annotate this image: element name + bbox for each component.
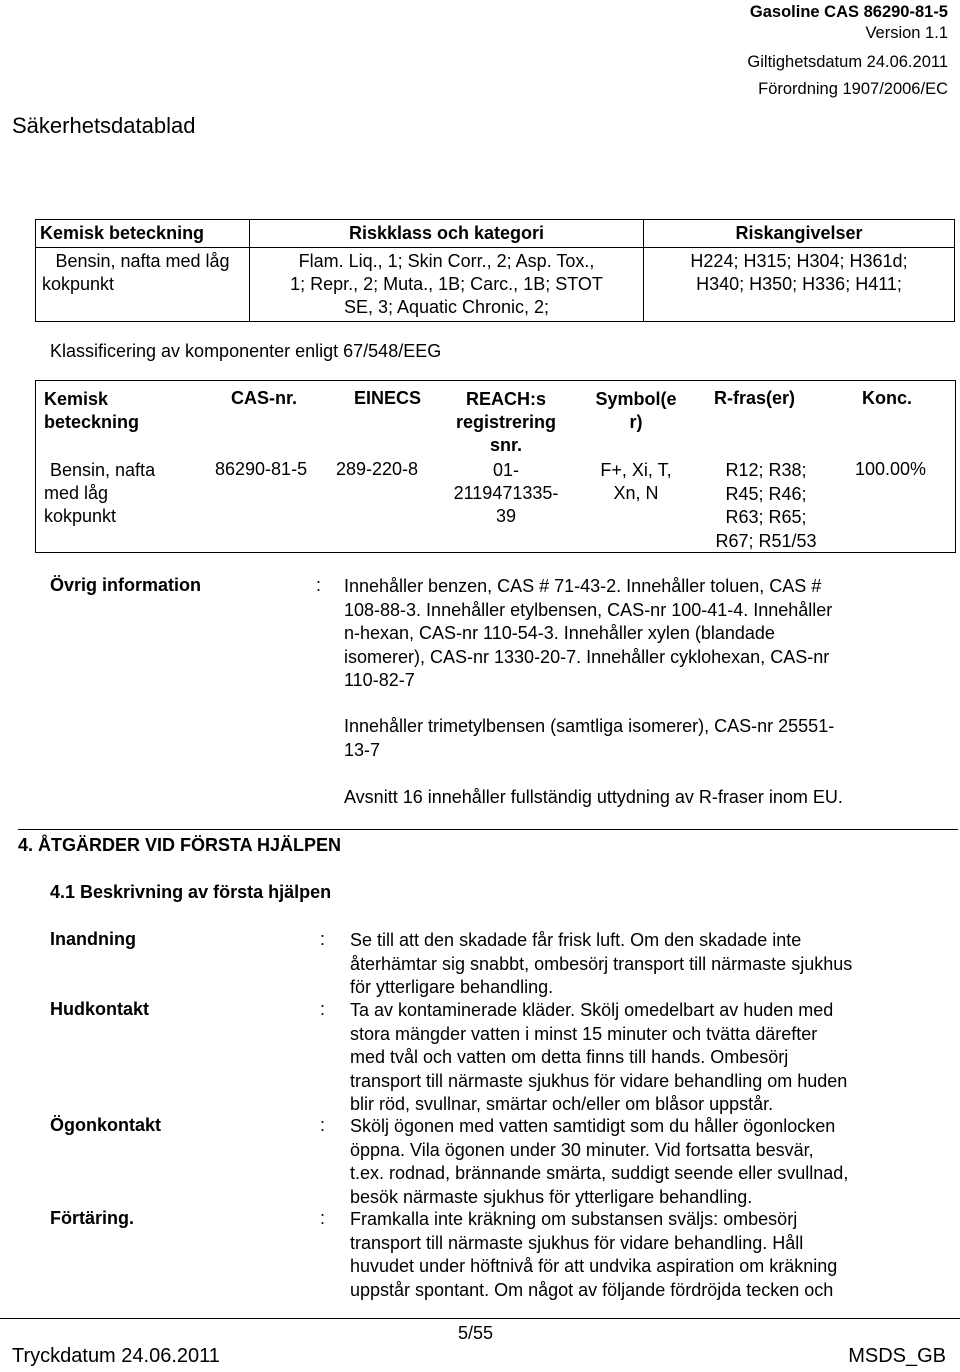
header-line: beteckning (44, 412, 140, 432)
page-number: 5/55 (458, 1323, 494, 1343)
text-line: 108-88-3. Innehåller etylbensen, CAS-nr 100-41-4. Innehåller (344, 599, 833, 620)
col-rphrases: R-fras(er) (714, 388, 796, 408)
inhalation-text (350, 929, 852, 1000)
text-line: Ta av kontaminerade kläder. Skölj omedelbart av huden med (350, 1000, 834, 1020)
ingestion-label: Förtäring. (50, 1208, 134, 1228)
text-line: Innehåller trimetylbensen (samtliga isomerer), CAS-nr 25551- (344, 716, 835, 736)
cell-hazard-class (250, 248, 644, 322)
section-4-1-subtitle: 4.1 Beskrivning av första hjälpen (50, 882, 332, 902)
regulation-label: Förordning 1907/2006/EC (758, 80, 948, 98)
text-line: återhämtar sig snabbt, ombesörj transport till närmaste sjukhus (350, 953, 853, 974)
col-symbol (586, 388, 686, 434)
other-info-paragraph-2 (344, 715, 834, 762)
cell-line: Bensin, nafta (50, 460, 156, 480)
text-line: isomerer), CAS-nr 1330-20-7. Innehåller cyklohexan, CAS-nr (344, 646, 830, 667)
row-chemical-name (44, 459, 155, 528)
header-hazard-statements: Riskangivelser (644, 220, 955, 248)
text-line: blir röd, svullnar, smärtar och/eller om blåsor uppstår. (350, 1094, 774, 1114)
other-info-paragraph-1 (344, 575, 832, 693)
cell-line: 01- (492, 460, 519, 480)
text-line: 110-82-7 (344, 670, 415, 690)
text-line: stora mängder vatten i minst 15 minuter och tvätta därefter (350, 1023, 818, 1044)
row-symbol (586, 459, 686, 505)
text-line: besök närmaste sjukhus för ytterligare behandling. (350, 1186, 753, 1207)
row-cas: 86290-81-5 (215, 459, 308, 479)
inhalation-label: Inandning (50, 929, 136, 949)
inhalation-colon: : (320, 929, 326, 949)
text-line: för ytterligare behandling. (350, 977, 554, 997)
col-cas: CAS-nr. (231, 388, 298, 408)
document-code: MSDS_GB (848, 1345, 946, 1367)
cell-chemical-name (36, 248, 250, 322)
skin-contact-label: Hudkontakt (50, 999, 149, 1019)
header-line: REACH:s (465, 389, 546, 409)
text-line: öppna. Vila ögonen under 30 minuter. Vid fortsatta besvär, (350, 1139, 814, 1160)
other-info-label: Övrig information (50, 575, 202, 595)
cell-line: H340; H350; H336; H411; (696, 274, 902, 294)
cell-line: R67; R51/53 (715, 530, 817, 551)
cell-line: F+, Xi, T, (600, 460, 672, 480)
components-table (35, 380, 956, 553)
cell-line: 1; Repr., 2; Muta., 1B; Carc., 1B; STOT (290, 274, 603, 294)
text-line: n-hexan, CAS-nr 110-54-3. Innehåller xylen (blandade (344, 623, 775, 643)
text-line: uppstår spontant. Om något av följande fördröjda tecken och (350, 1279, 834, 1300)
other-info-colon: : (316, 575, 322, 595)
cell-line: 39 (495, 506, 517, 526)
cell-line: kokpunkt (42, 274, 115, 294)
row-reach (436, 459, 576, 528)
cell-line: Xn, N (613, 483, 659, 503)
text-line: transport till närmaste sjukhus för vidare behandling. Håll (350, 1232, 804, 1253)
header-line: snr. (489, 435, 523, 455)
product-title: Gasoline CAS 86290-81-5 (749, 3, 948, 21)
row-concentration: 100.00% (855, 459, 927, 479)
text-line: 13-7 (344, 739, 381, 760)
text-line: Innehåller benzen, CAS # 71-43-2. Innehåller toluen, CAS # (344, 576, 822, 596)
text-line: med tvål och vatten om detta finns till hands. Ombesörj (350, 1047, 789, 1067)
col-concentration: Konc. (862, 388, 913, 408)
eye-contact-colon: : (320, 1115, 326, 1135)
document-title: Säkerhetsdatablad (12, 113, 196, 138)
ingestion-text (350, 1208, 837, 1302)
section-divider (18, 829, 958, 830)
header-line: Kemisk (44, 389, 109, 409)
version-label: Version 1.1 (865, 24, 948, 42)
cell-line: SE, 3; Aquatic Chronic, 2; (343, 297, 550, 317)
header-line: registrering (455, 412, 557, 432)
row-einecs: 289-220-8 (336, 459, 419, 479)
footer-divider (0, 1318, 960, 1319)
header-chemical-name: Kemisk beteckning (36, 220, 250, 248)
cell-line: Flam. Liq., 1; Skin Corr., 2; Asp. Tox., (298, 251, 595, 271)
skin-contact-colon: : (320, 999, 326, 1019)
cell-line: H224; H315; H304; H361d; (690, 251, 908, 271)
row-rphrases (696, 459, 836, 553)
document-header (747, 2, 948, 100)
header-hazard-class: Riskklass och kategori (250, 220, 644, 248)
skin-contact-text (350, 999, 847, 1117)
cell-line: Bensin, nafta med låg (55, 251, 230, 271)
col-chemical-name (44, 388, 139, 434)
print-date: Tryckdatum 24.06.2011 (12, 1345, 220, 1367)
cell-line: 2119471335- (453, 483, 559, 503)
text-line: t.ex. rodnad, brännande smärta, suddigt seende eller svullnad, (350, 1163, 849, 1183)
other-info-paragraph-3: Avsnitt 16 innehåller fullständig uttydning av R-fraser inom EU. (344, 787, 843, 807)
cell-line: med låg (44, 483, 109, 503)
text-line: Se till att den skadade får frisk luft. Om den skadade inte (350, 930, 802, 950)
col-reach (436, 388, 576, 457)
text-line: Skölj ögonen med vatten samtidigt som du håller ögonlocken (350, 1116, 836, 1136)
cell-line: kokpunkt (44, 506, 117, 526)
text-line: huvudet under höftnivå för att undvika aspiration om kräkning (350, 1256, 838, 1276)
section-4-title: 4. ÅTGÄRDER VID FÖRSTA HJÄLPEN (18, 835, 342, 855)
classification-table (35, 219, 955, 322)
components-heading: Klassificering av komponenter enligt 67/548/EEG (50, 341, 442, 361)
eye-contact-text (350, 1115, 848, 1209)
eye-contact-label: Ögonkontakt (50, 1115, 161, 1135)
cell-hazard-statements (644, 248, 955, 322)
text-line: transport till närmaste sjukhus för vidare behandling om huden (350, 1070, 848, 1091)
header-line: Symbol(e (595, 389, 677, 409)
ingestion-colon: : (320, 1208, 326, 1228)
col-einecs: EINECS (354, 388, 422, 408)
cell-line: R45; R46; (725, 483, 807, 504)
validity-date: Giltighetsdatum 24.06.2011 (747, 53, 948, 71)
header-line: r) (629, 412, 643, 432)
cell-line: R63; R65; (725, 507, 807, 527)
cell-line: R12; R38; (725, 460, 807, 480)
text-line: Framkalla inte kräkning om substansen sväljs: ombesörj (350, 1209, 798, 1229)
